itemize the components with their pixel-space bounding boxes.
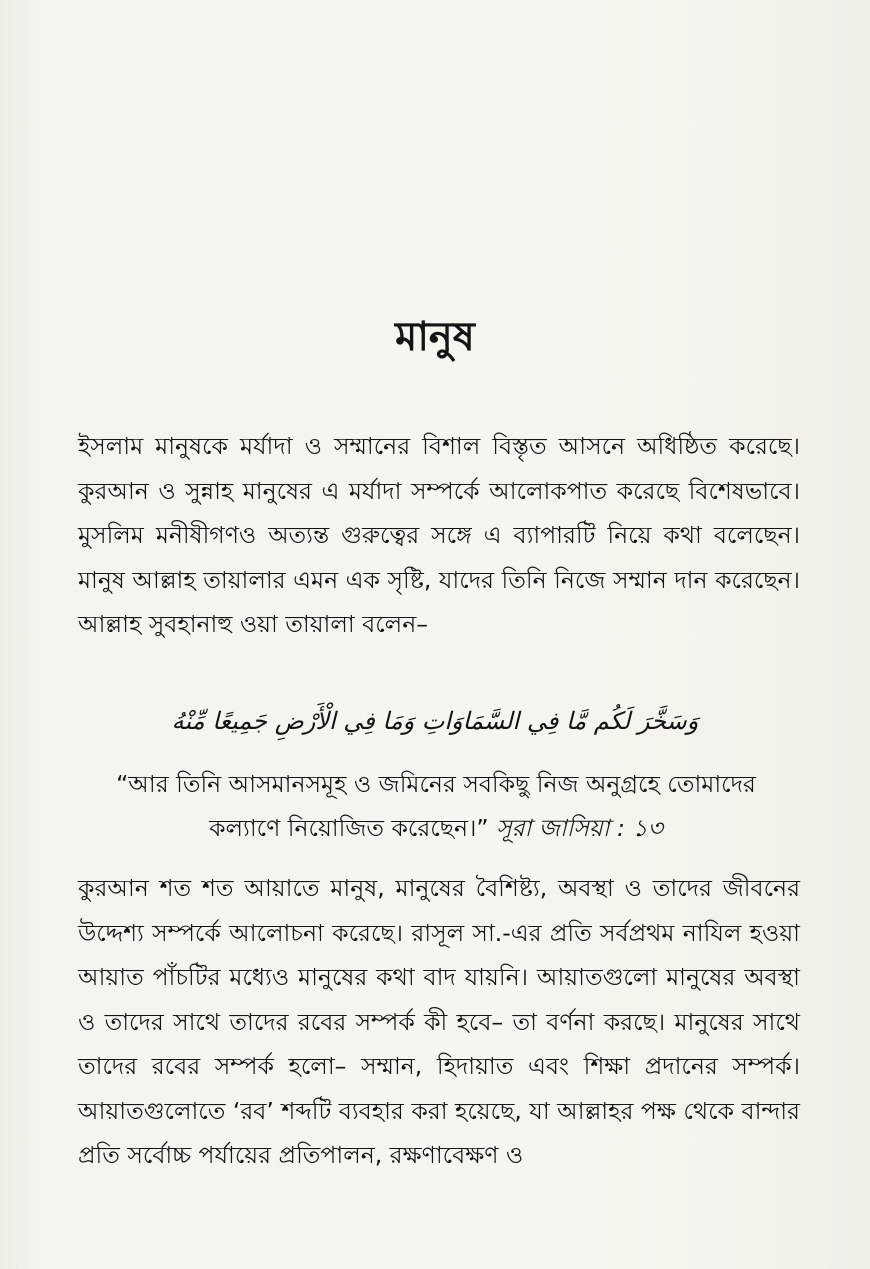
paragraph-intro: ইসলাম মানুষকে মর্যাদা ও সম্মানের বিশাল বিস্তৃত আসনে অধিষ্ঠিত করেছে। কুরআন ও সুন্নাহ মানুষের এ মর্যাদা সম্পর্কে আলোকপাত করেছে বিশেষভাবে। মুসলিম মনীষীগণও অত্যন্ত গুরুত্বের সঙ্গে এ ব্যাপারটি নিয়ে কথা বলেছেন। মানুষ আল্লাহ তায়ালার এমন এক সৃষ্টি, যাদের তিনি নিজে সম্মান দান করেছেন। আল্লাহ সুবহানাহু ওয়া তায়ালা বলেন– bbox=[78, 432, 800, 638]
paragraph-body: কুরআন শত শত আয়াতে মানুষ, মানুষের বৈশিষ্ট্য, অবস্থা ও তাদের জীবনের উদ্দেশ্য সম্পর্কে আলোচনা করেছে। রাসূল সা.-এর প্রতি সর্বপ্রথম নাযিল হওয়া আয়াত পাঁচটির মধ্যেও মানুষের কথা বাদ যায়নি। আয়াতগুলো মানুষের অবস্থা ও তাদের সাথে তাদের রবের সম্পর্ক কী হবে– তা বর্ণনা করছে। মানুষের সাথে তাদের রবের সম্পর্ক হলো– সম্মান, হিদায়াত এবং শিক্ষা প্রদানের সম্পর্ক। আয়াতগুলোতে ‘রব’ শব্দটি ব্যবহার করা হয়েছে, যা আল্লাহর পক্ষ থেকে বান্দার প্রতি সর্বোচ্চ পর্যায়ের প্রতিপালন, রক্ষণাবেক্ষণ ও bbox=[78, 874, 800, 1169]
verse-translation bbox=[96, 762, 776, 850]
arabic-verse: وَسَخَّرَ لَكُم مَّا فِي السَّمَاوَاتِ وَمَا فِي الْأَرْضِ جَمِيعًا مِّنْهُ bbox=[171, 707, 699, 735]
quote-text: “আর তিনি আসমানসমূহ ও জমিনের সবকিছু নিজ অনুগ্রহে তোমাদের কল্যাণে নিয়োজিত করেছেন।” bbox=[116, 770, 756, 842]
chapter-title: মানুষ bbox=[395, 313, 475, 360]
quote-reference: সূরা জাসিয়া : ১৩ bbox=[496, 814, 663, 842]
